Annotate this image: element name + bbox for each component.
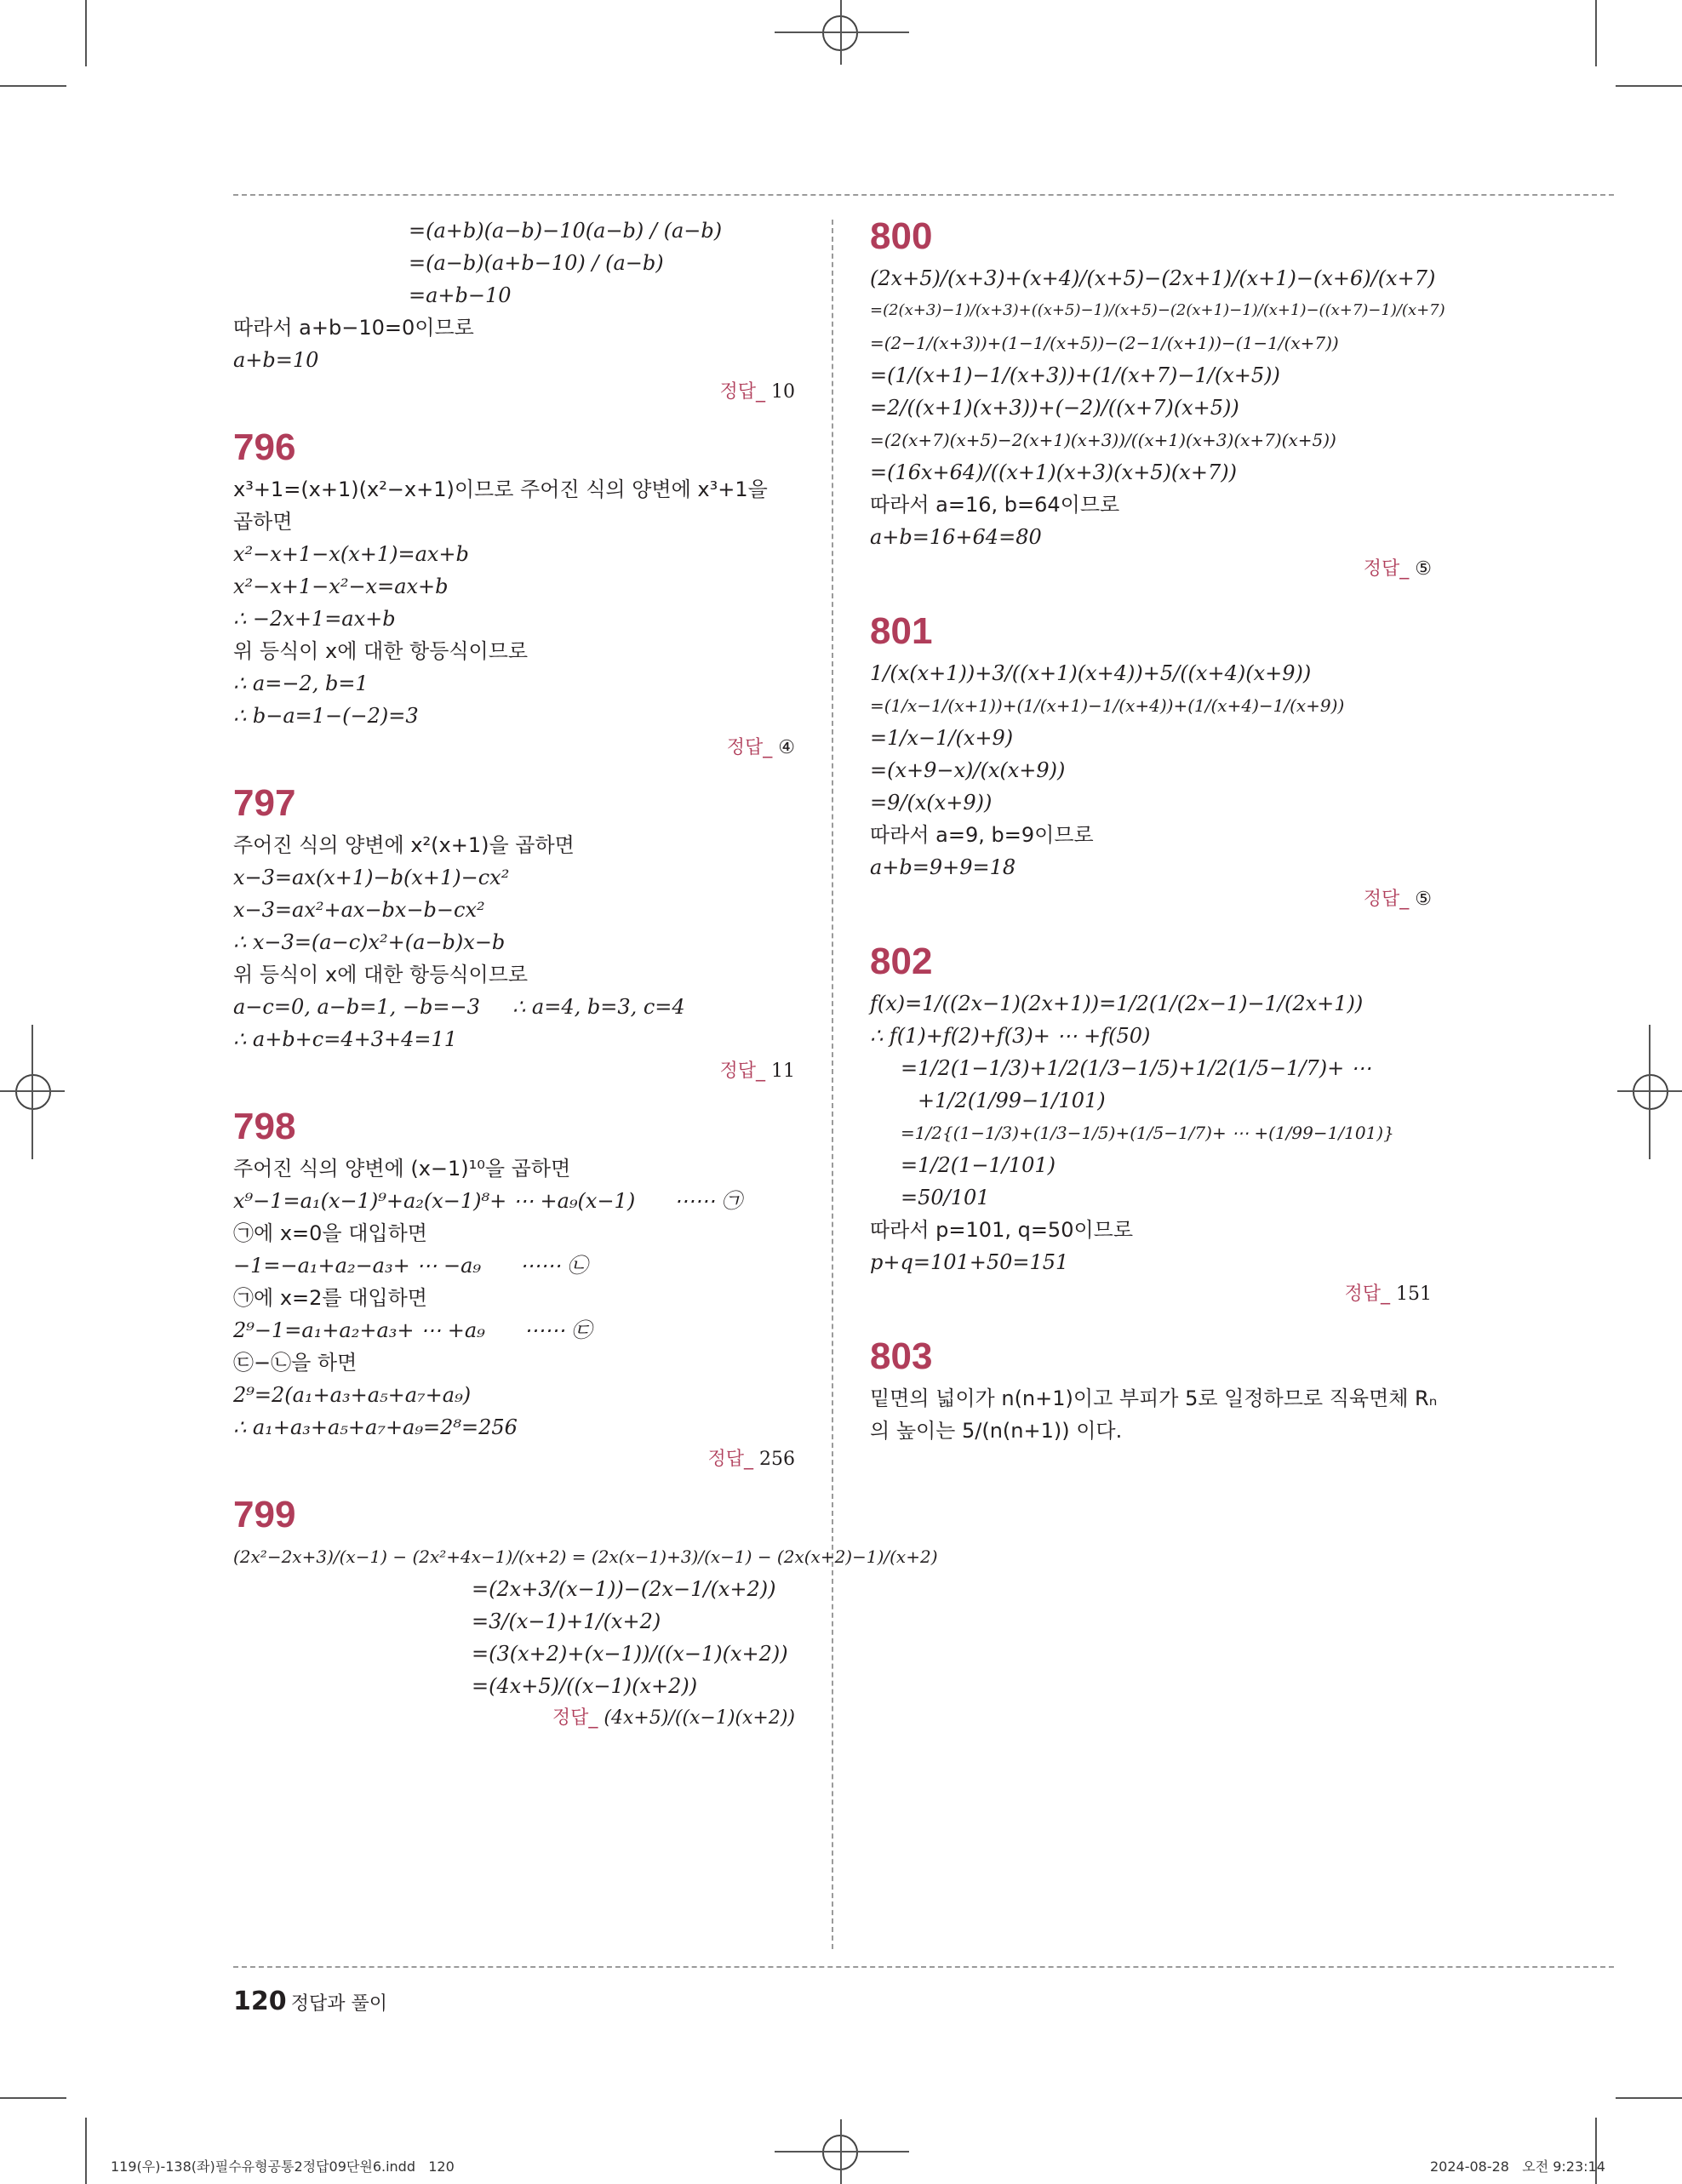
solution-line: x²−x+1−x(x+1)=ax+b [233, 542, 469, 566]
intro-solution [233, 214, 795, 409]
solution-line: =9/(x(x+9)) [870, 791, 993, 815]
answer-tag: 정답_ [1363, 889, 1410, 910]
answer-line [233, 1444, 795, 1476]
right-column [870, 211, 1445, 1447]
answer-value: 151 [1396, 1284, 1432, 1305]
solution-line: ∴ a₁+a₃+a₅+a₇+a₉=2⁸=256 [233, 1415, 518, 1439]
solution-line: ㉠에 x=0을 대입하면 [233, 1221, 427, 1245]
solution-line: 2⁹=2(a₁+a₃+a₅+a₇+a₉) [233, 1383, 472, 1407]
answer-tag: 정답_ [719, 381, 765, 403]
solution-line: ∴ f(1)+f(2)+f(3)+ ⋯ +f(50) [870, 1024, 1151, 1048]
solution-line: ∴ −2x+1=ax+b [233, 607, 396, 631]
solution-line: −1=−a₁+a₂−a₃+ ⋯ −a₉ ⋯⋯ ㉡ [233, 1254, 588, 1278]
intro-line: 따라서 a+b−10=0이므로 [233, 316, 474, 340]
registration-mark [775, 2151, 909, 2153]
page-footer [233, 1983, 387, 2021]
solution-line: =1/2{(1−1/3)+(1/3−1/5)+(1/5−1/7)+ ⋯ +(1/99−1/101)} [901, 1123, 1394, 1143]
problem-number: 803 [870, 1335, 933, 1377]
answer-value: 10 [771, 381, 795, 403]
solution-line: 위 등식이 x에 대한 항등식이므로 [233, 963, 529, 986]
registration-mark [1649, 1025, 1651, 1159]
problem-number: 802 [870, 940, 933, 982]
answer-tag: 정답_ [719, 1061, 765, 1082]
crop-mark [85, 0, 87, 66]
solution-line: a−c=0, a−b=1, −b=−3 ∴ a=4, b=3, c=4 [233, 995, 685, 1019]
problem-number: 800 [870, 215, 933, 257]
answer-line [233, 732, 795, 764]
solution-line: 위 등식이 x에 대한 항등식이므로 [233, 639, 529, 663]
solution-line: (2x²−2x+3)/(x−1) − (2x²+4x−1)/(x+2) = (2x(x−1)+3)/(x−1) − (2x(x+2)−1)/(x+2) [233, 1547, 938, 1567]
answer-line [233, 376, 795, 409]
solution-line: =(2−1/(x+3))+(1−1/(x+5))−(2−1/(x+1))−(1−1/(x+7)) [870, 333, 1339, 353]
problem-number: 796 [233, 426, 296, 468]
answer-value: ⑤ [1415, 558, 1432, 580]
solution-line: =(2x+3/(x−1))−(2x−1/(x+2)) [472, 1577, 776, 1601]
answer-tag: 정답_ [707, 1449, 753, 1470]
answer-tag: 정답_ [1344, 1284, 1390, 1305]
solution-line: f(x)=1/((2x−1)(2x+1))=1/2(1/(2x−1)−1/(2x+1)) [870, 992, 1364, 1015]
solution-line: 따라서 a=16, b=64이므로 [870, 493, 1120, 517]
solution-line: =(3(x+2)+(x−1))/((x−1)(x+2)) [472, 1642, 788, 1666]
solution-line: 따라서 p=101, q=50이므로 [870, 1218, 1134, 1242]
solution-line: =1/2(1−1/101) [901, 1153, 1056, 1177]
problem-796 [233, 422, 795, 764]
solution-line: 주어진 식의 양변에 x²(x+1)을 곱하면 [233, 833, 575, 857]
bottom-divider [233, 1966, 1614, 1968]
answer-value: ⑤ [1415, 889, 1432, 910]
solution-line: =(4x+5)/((x−1)(x+2)) [472, 1674, 698, 1698]
solution-line: ∴ a=−2, b=1 [233, 672, 369, 695]
solution-line: x³+1=(x+1)(x²−x+1)이므로 주어진 식의 양변에 x³+1을 [233, 477, 768, 501]
registration-mark [15, 1074, 51, 1110]
solution-line: x−3=ax(x+1)−b(x+1)−cx² [233, 866, 510, 889]
solution-line: +1/2(1/99−1/101) [918, 1089, 1106, 1112]
crop-mark [1616, 85, 1682, 87]
answer-value: ④ [778, 737, 795, 758]
solution-line: =(2(x+3)−1)/(x+3)+((x+5)−1)/(x+5)−(2(x+1)−1)/(x+1)−((x+7)−1)/(x+7) [870, 301, 1445, 319]
solution-line: p+q=101+50=151 [870, 1250, 1069, 1274]
top-divider [233, 194, 1614, 196]
solution-line: =50/101 [901, 1186, 990, 1209]
page-label: 정답과 풀이 [290, 1993, 387, 2015]
answer-line [870, 883, 1432, 916]
intro-line: =(a−b)(a+b−10) / (a−b) [409, 251, 664, 275]
solution-line: =(1/(x+1)−1/(x+3))+(1/(x+7)−1/(x+5)) [870, 363, 1280, 387]
answer-value: 256 [759, 1449, 795, 1470]
print-timestamp: 2024-08-28 오전 9:23:14 [1430, 2158, 1605, 2175]
intro-line: a+b=10 [233, 348, 319, 372]
crop-mark [1595, 0, 1597, 66]
problem-797 [233, 778, 795, 1088]
answer-tag: 정답_ [726, 737, 773, 758]
solution-line: 곱하면 [233, 510, 293, 534]
solution-line: =1/x−1/(x+9) [870, 726, 1014, 750]
answer-line [233, 1702, 795, 1735]
solution-line: ㉠에 x=2를 대입하면 [233, 1286, 427, 1310]
registration-mark [840, 0, 842, 65]
crop-mark [0, 85, 66, 87]
solution-line: =(2(x+7)(x+5)−2(x+1)(x+3))/((x+1)(x+3)(x+7)(x+5)) [870, 430, 1336, 450]
crop-mark [1616, 2097, 1682, 2099]
solution-line: =(1/x−1/(x+1))+(1/(x+1)−1/(x+4))+(1/(x+4)−1/(x+9)) [870, 695, 1345, 716]
problem-803 [870, 1331, 1438, 1447]
registration-mark [1633, 1074, 1668, 1110]
problem-799 [233, 1489, 938, 1735]
solution-line: 의 높이는 5/(n(n+1)) 이다. [870, 1419, 1123, 1443]
intro-line: =a+b−10 [409, 283, 512, 307]
solution-line: 2⁹−1=a₁+a₂+a₃+ ⋯ +a₉ ⋯⋯ ㉢ [233, 1318, 592, 1342]
registration-mark [31, 1025, 33, 1159]
solution-line: 주어진 식의 양변에 (x−1)¹⁰을 곱하면 [233, 1157, 571, 1181]
problem-802 [870, 936, 1432, 1311]
solution-line: x⁹−1=a₁(x−1)⁹+a₂(x−1)⁸+ ⋯ +a₉(x−1) ⋯⋯ ㉠ [233, 1189, 742, 1213]
solution-line: (2x+5)/(x+3)+(x+4)/(x+5)−(2x+1)/(x+1)−(x+6)/(x+7) [870, 266, 1436, 290]
solution-line: =(16x+64)/((x+1)(x+3)(x+5)(x+7)) [870, 460, 1237, 484]
solution-line: 1/(x(x+1))+3/((x+1)(x+4))+5/((x+4)(x+9)) [870, 661, 1312, 685]
answer-tag: 정답_ [1363, 558, 1410, 580]
solution-line: =1/2(1−1/3)+1/2(1/3−1/5)+1/2(1/5−1/7)+ ⋯ [901, 1056, 1371, 1080]
page-number: 120 [233, 1987, 287, 2016]
column-divider [832, 220, 833, 1949]
problem-number: 801 [870, 610, 933, 652]
solution-line: x−3=ax²+ax−bx−b−cx² [233, 898, 485, 922]
problem-number: 797 [233, 782, 296, 824]
solution-line: a+b=9+9=18 [870, 855, 1016, 879]
solution-line: ∴ a+b+c=4+3+4=11 [233, 1027, 458, 1051]
problem-number: 798 [233, 1106, 296, 1147]
registration-mark [840, 2119, 842, 2184]
answer-value: 11 [771, 1061, 795, 1082]
solution-line: ㉢−㉡을 하면 [233, 1351, 358, 1375]
solution-line: =2/((x+1)(x+3))+(−2)/((x+7)(x+5)) [870, 396, 1239, 420]
solution-line: ∴ x−3=(a−c)x²+(a−b)x−b [233, 930, 506, 954]
answer-line [870, 553, 1432, 586]
intro-line: =(a+b)(a−b)−10(a−b) / (a−b) [409, 219, 723, 243]
problem-798 [233, 1101, 795, 1476]
solution-line: 밑면의 넓이가 n(n+1)이고 부피가 5로 일정하므로 직육면체 Rₙ [870, 1386, 1438, 1410]
crop-mark [85, 2118, 87, 2184]
answer-line [233, 1055, 795, 1088]
answer-line [870, 1278, 1432, 1311]
problem-800 [870, 211, 1445, 586]
solution-line: x²−x+1−x²−x=ax+b [233, 575, 449, 598]
registration-mark [775, 31, 909, 33]
file-info: 119(우)-138(좌)필수유형공통2정답09단원6.indd 120 [111, 2158, 455, 2175]
problem-801 [870, 606, 1432, 916]
answer-tag: 정답_ [552, 1707, 598, 1729]
problem-number: 799 [233, 1494, 296, 1535]
solution-line: =(x+9−x)/(x(x+9)) [870, 758, 1066, 782]
solution-line: a+b=16+64=80 [870, 525, 1042, 549]
answer-value: (4x+5)/((x−1)(x+2)) [604, 1707, 795, 1729]
crop-mark [0, 2097, 66, 2099]
solution-line: 따라서 a=9, b=9이므로 [870, 823, 1094, 847]
solution-line: ∴ b−a=1−(−2)=3 [233, 704, 419, 728]
solution-line: =3/(x−1)+1/(x+2) [472, 1609, 661, 1633]
